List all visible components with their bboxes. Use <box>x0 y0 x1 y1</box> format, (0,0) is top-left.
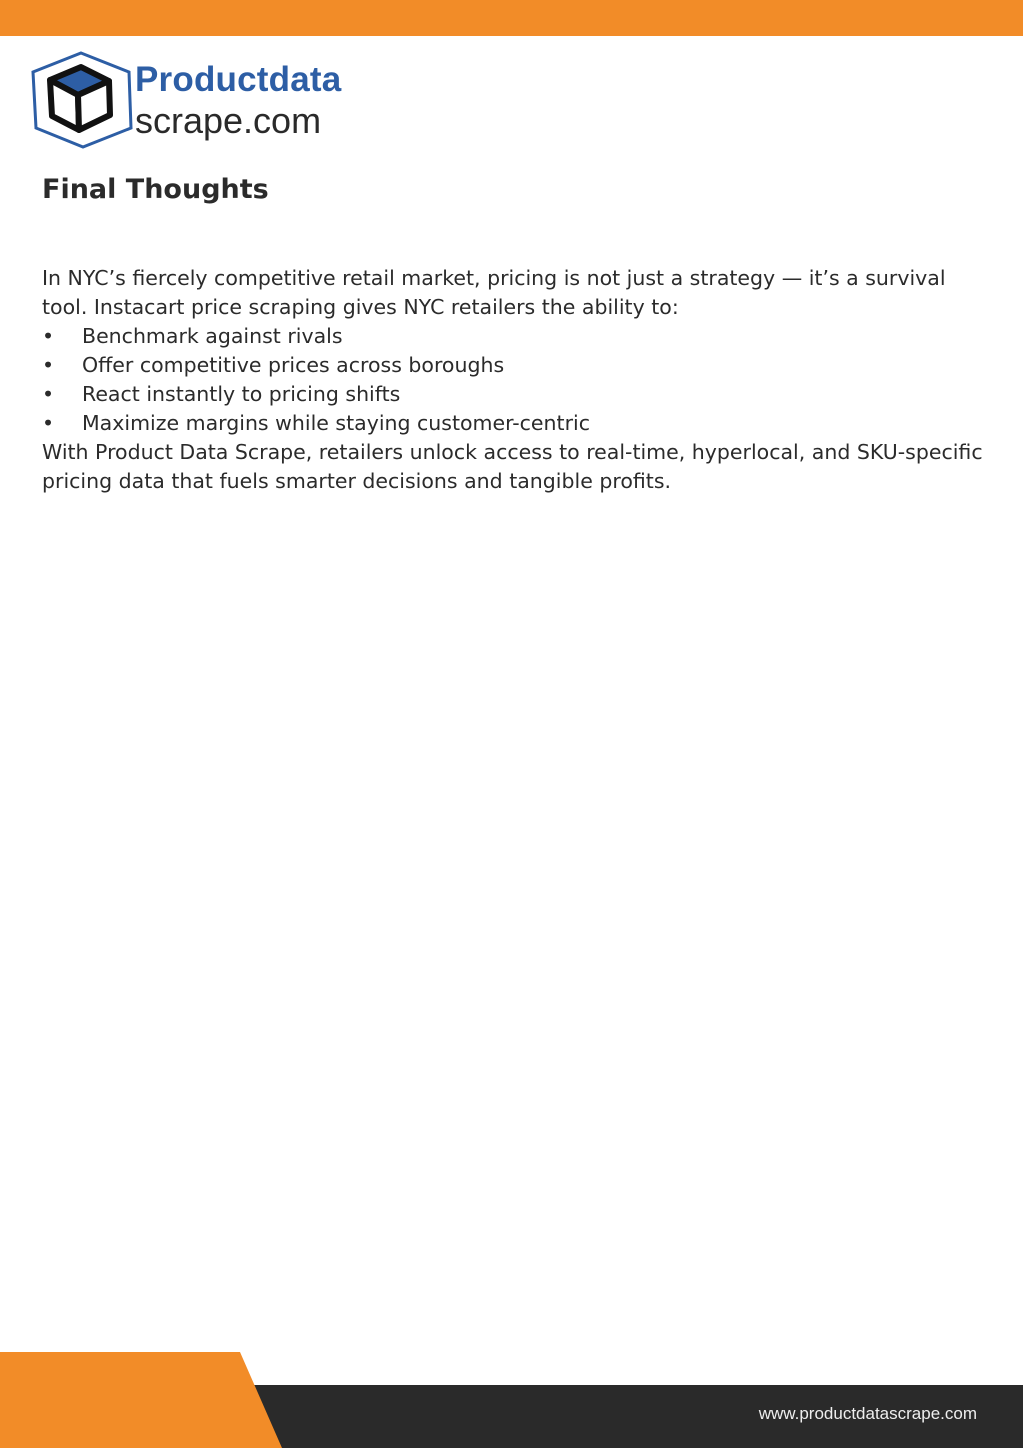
bullet-icon: • <box>42 382 55 406</box>
list-item <box>42 351 987 380</box>
top-accent-bar <box>0 0 1023 36</box>
list-item <box>42 409 987 438</box>
footer <box>0 1352 1023 1448</box>
cube-icon <box>30 50 134 150</box>
list-item-text: Offer competitive prices across boroughs <box>82 353 505 377</box>
page-title: Final Thoughts <box>42 174 269 205</box>
logo-wordmark-bottom: scrape.com <box>135 100 322 141</box>
bullet-icon: • <box>42 324 55 348</box>
footer-website-url: www.productdatascrape.com <box>758 1404 977 1423</box>
conclusion-paragraph: With Product Data Scrape, retailers unlock access to real-time, hyperlocal, and SKU-specific pricing data that fuels smarter decisions and tangible profits. <box>42 440 983 493</box>
logo <box>30 50 390 150</box>
bullet-icon: • <box>42 411 55 435</box>
list-item <box>42 380 987 409</box>
list-item-text: Maximize margins while staying customer-centric <box>82 411 590 435</box>
list-item <box>42 322 987 351</box>
benefits-list <box>42 322 987 438</box>
bullet-icon: • <box>42 353 55 377</box>
article-body <box>42 264 987 496</box>
intro-paragraph: In NYC’s fiercely competitive retail market, pricing is not just a strategy — it’s a survival tool. Instacart price scraping gives NYC retailers the ability to: <box>42 266 946 319</box>
list-item-text: Benchmark against rivals <box>82 324 343 348</box>
list-item-text: React instantly to pricing shifts <box>82 382 401 406</box>
logo-wordmark-top: Productdata <box>135 60 342 99</box>
footer-band <box>0 1352 1023 1448</box>
